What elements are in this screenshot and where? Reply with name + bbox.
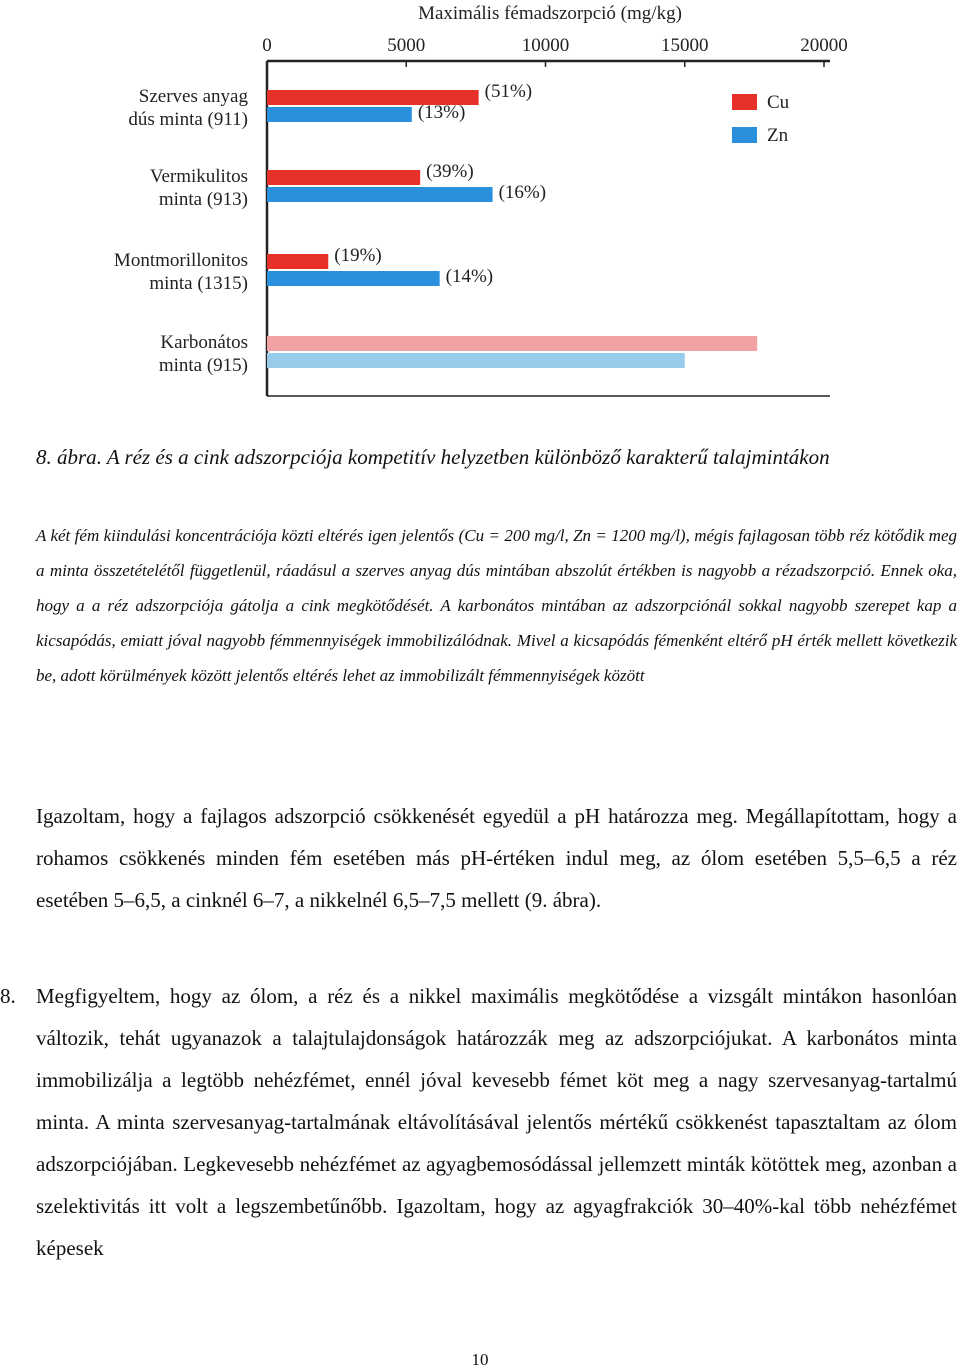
x-tick-label: 5000	[387, 35, 426, 56]
bar-zn	[267, 271, 440, 286]
bar-cu	[267, 254, 328, 269]
adsorption-bar-chart	[0, 0, 960, 410]
x-tick-label: 15000	[661, 35, 709, 56]
category-label: Szerves anyag	[138, 86, 248, 107]
x-tick-label: 20000	[800, 35, 848, 56]
page-number: 10	[471, 1350, 489, 1369]
bar-percent-label: (19%)	[334, 245, 382, 266]
bar-cu	[267, 170, 420, 185]
x-tick-label: 0	[262, 35, 272, 56]
bar-cu	[267, 336, 757, 351]
body-paragraph-1: Igazoltam, hogy a fajlagos adszorpció csökkenését egyedül a pH határozza meg. Megállapítottam, hogy a rohamos csökkenés minden fém esetében más pH-értéken indul meg, az ólom esetében 5,5–6,5 a réz esetében 5–6,5, a cinknél 6–7, a nikkelnél 6,5–7,5 mellett (9. ábra).	[36, 804, 957, 912]
list-number-8: 8.	[0, 984, 16, 1008]
category-label: Vermikulitos	[149, 166, 248, 187]
legend-label: Cu	[767, 92, 790, 113]
bar-zn	[267, 353, 685, 368]
category-labels	[114, 86, 249, 376]
chart-title: Maximális fémadszorpció (mg/kg)	[418, 3, 682, 24]
category-label: dús minta (911)	[128, 109, 248, 130]
figure-caption-description: A két fém kiindulási koncentrációja közti eltérés igen jelentős (Cu = 200 mg/l, Zn = 1200 mg/l), mégis fajlagosan több réz kötődik meg a minta összetételétől függetlenül, ráadásul a szerves anyag dús mintában abszolút értékben is nagyobb a rézadszorpció. Ennek oka, hogy a a réz adszorpciója gátolja a cink megkötődését. A karbonátos mintában az adszorpciónál sokkal nagyobb szerepet kap a kicsapódás, emiatt jóval nagyobb fémmennyiségek immobilizálódnak. Mivel a kicsapódás fémenként eltérő pH érték mellett következik be, adott körülmények között jelentős eltérés lehet az immobilizált fémmennyiségek között	[36, 526, 957, 685]
bar-percent-label: (39%)	[426, 161, 474, 182]
bars	[267, 81, 757, 368]
bar-zn	[267, 107, 412, 122]
category-label: Montmorillonitos	[113, 250, 248, 271]
category-label: minta (915)	[158, 355, 248, 376]
bar-percent-label: (51%)	[484, 81, 533, 102]
category-label: Karbonátos	[160, 332, 248, 353]
body-paragraph-2: Megfigyeltem, hogy az ólom, a réz és a nikkel maximális megkötődése a vizsgált mintákon hasonlóan változik, tehát ugyanazok a talajtulajdonságok határozzák meg az adszorpciójukat. A karbonátos minta immobilizálja a legtöbb nehézfémet, ennél jóval kevesebb fémet köt meg a nagy szervesanyag-tartalmú minta. A minta szervesanyag-tartalmának eltávolításával jelentős mértékű csökkenést tapasztaltam az ólom adszorpciójában. Legkevesebb nehézfémet az agyagbemosódással jellemzett minták kötöttek meg, azonban a szelektivitás itt volt a legszembetűnőbb. Igazoltam, hogy az agyagfrakciók 30–40%-kal több nehézfémet képesek	[36, 984, 957, 1260]
bar-percent-label: (16%)	[498, 182, 547, 203]
legend-swatch-zn	[732, 127, 757, 143]
figure-title-text: A réz és a cink adszorpciója kompetitív helyzetben különböző karakterű talajmintákon	[106, 445, 830, 469]
bar-percent-label: (14%)	[445, 266, 494, 287]
bar-percent-label: (13%)	[417, 102, 466, 123]
figure-number: 8. ábra	[36, 445, 97, 469]
legend-label: Zn	[767, 125, 789, 146]
legend-swatch-cu	[732, 94, 757, 110]
x-tick-label: 10000	[521, 35, 570, 56]
legend	[732, 92, 790, 146]
bar-zn	[267, 187, 493, 202]
figure-caption-title: 8. ábra. A réz és a cink adszorpciója kompetitív helyzetben különböző karakterű talajmintákon	[36, 445, 830, 469]
category-label: minta (1315)	[149, 273, 248, 294]
category-label: minta (913)	[158, 189, 248, 210]
